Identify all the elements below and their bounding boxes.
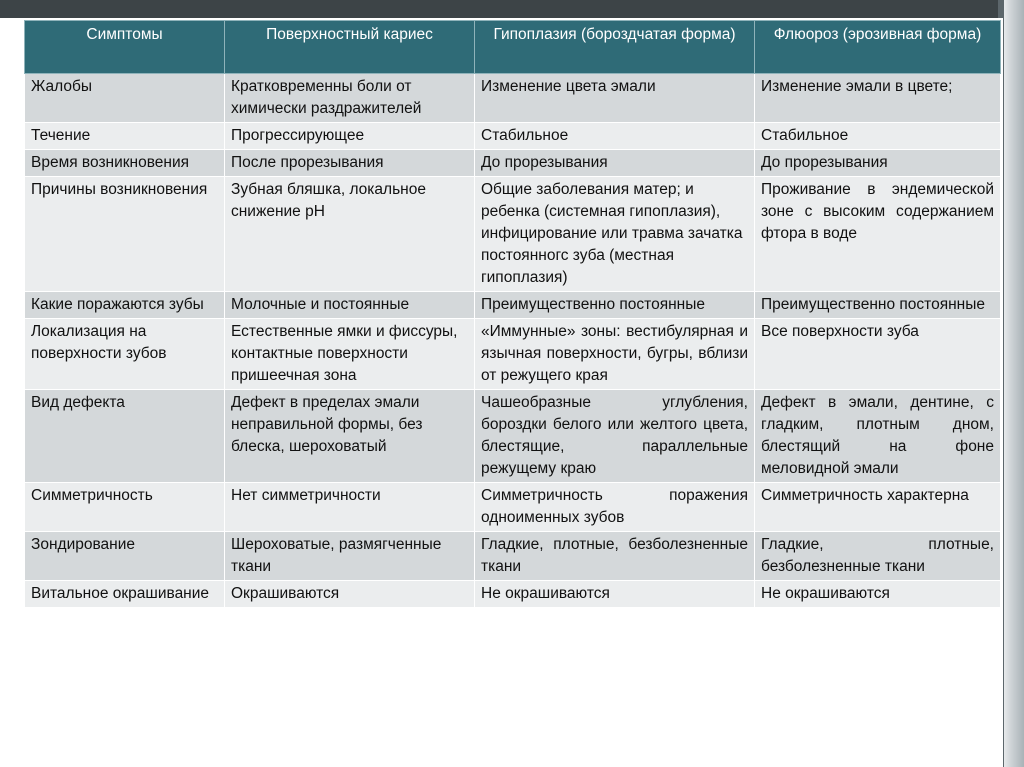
cell-hypoplasia: Симметричность поражения одноименных зубов	[475, 483, 755, 532]
slide-top-bar	[0, 0, 1024, 18]
cell-caries: Зубная бляшка, локальное снижение pH	[225, 177, 475, 292]
cell-hypoplasia: Преимущественно постоянные	[475, 292, 755, 319]
header-symptoms: Симптомы	[25, 21, 225, 74]
row-label: Витальное окрашивание	[25, 581, 225, 608]
row-label: Жалобы	[25, 74, 225, 123]
cell-fluorosis: Дефект в эмали, дентине, с гладким, плотным дном, блестящий на фоне меловидной эмали	[755, 390, 1001, 483]
row-label: Локализация на поверхности зубов	[25, 319, 225, 390]
table-row	[25, 177, 1001, 292]
cell-fluorosis: Стабильное	[755, 123, 1001, 150]
cell-fluorosis: Симметричность характерна	[755, 483, 1001, 532]
cell-caries: Дефект в пределах эмали неправильной формы, без блеска, шероховатый	[225, 390, 475, 483]
header-superficial-caries: Поверхностный кариес	[225, 21, 475, 74]
table-row	[25, 483, 1001, 532]
symptoms-comparison-table	[24, 20, 1001, 608]
cell-caries: После прорезывания	[225, 150, 475, 177]
table-row	[25, 532, 1001, 581]
row-label: Симметричность	[25, 483, 225, 532]
row-label: Причины возникновения	[25, 177, 225, 292]
table-header-row	[25, 21, 1001, 74]
cell-caries: Шероховатые, размягченные ткани	[225, 532, 475, 581]
cell-hypoplasia: Гладкие, плотные, безболезненные ткани	[475, 532, 755, 581]
cell-caries: Прогрессирующее	[225, 123, 475, 150]
header-hypoplasia: Гипоплазия (бороздчатая форма)	[475, 21, 755, 74]
cell-hypoplasia: Чашеобразные углубления, бороздки белого или желтого цвета, блестящие, параллельные режущему краю	[475, 390, 755, 483]
cell-caries: Естественные ямки и фиссуры, контактные поверхности пришеечная зона	[225, 319, 475, 390]
cell-fluorosis: Гладкие, плотные, безболезненные ткани	[755, 532, 1001, 581]
cell-hypoplasia: Не окрашиваются	[475, 581, 755, 608]
table-row	[25, 319, 1001, 390]
row-label: Течение	[25, 123, 225, 150]
cell-caries: Молочные и постоянные	[225, 292, 475, 319]
cell-fluorosis: Не окрашиваются	[755, 581, 1001, 608]
table-row	[25, 150, 1001, 177]
cell-fluorosis: Изменение эмали в цвете;	[755, 74, 1001, 123]
cell-hypoplasia: Стабильное	[475, 123, 755, 150]
table-row	[25, 292, 1001, 319]
slide-right-border	[1002, 0, 1024, 767]
row-label: Зондирование	[25, 532, 225, 581]
table-row	[25, 581, 1001, 608]
cell-hypoplasia: Изменение цвета эмали	[475, 74, 755, 123]
cell-fluorosis: Проживание в эндемической зоне с высоким содержанием фтора в воде	[755, 177, 1001, 292]
row-label: Какие поражаются зубы	[25, 292, 225, 319]
row-label: Время возникновения	[25, 150, 225, 177]
cell-fluorosis: Все поверхности зуба	[755, 319, 1001, 390]
table-row	[25, 123, 1001, 150]
cell-fluorosis: До прорезывания	[755, 150, 1001, 177]
cell-hypoplasia: Общие заболевания матер; и ребенка (системная гипоплазия), инфицирование или травма зачатка постоянногс зуба (местная гипоплазия)	[475, 177, 755, 292]
cell-hypoplasia: «Иммунные» зоны: вестибулярная и язычная поверхности, бугры, вблизи от режущего края	[475, 319, 755, 390]
cell-fluorosis: Преимущественно постоянные	[755, 292, 1001, 319]
cell-caries: Окрашиваются	[225, 581, 475, 608]
cell-caries: Нет симметричности	[225, 483, 475, 532]
header-fluorosis: Флюороз (эрозивная форма)	[755, 21, 1001, 74]
table-row	[25, 74, 1001, 123]
table-row	[25, 390, 1001, 483]
row-label: Вид дефекта	[25, 390, 225, 483]
cell-hypoplasia: До прорезывания	[475, 150, 755, 177]
cell-caries: Кратковременны боли от химически раздражителей	[225, 74, 475, 123]
